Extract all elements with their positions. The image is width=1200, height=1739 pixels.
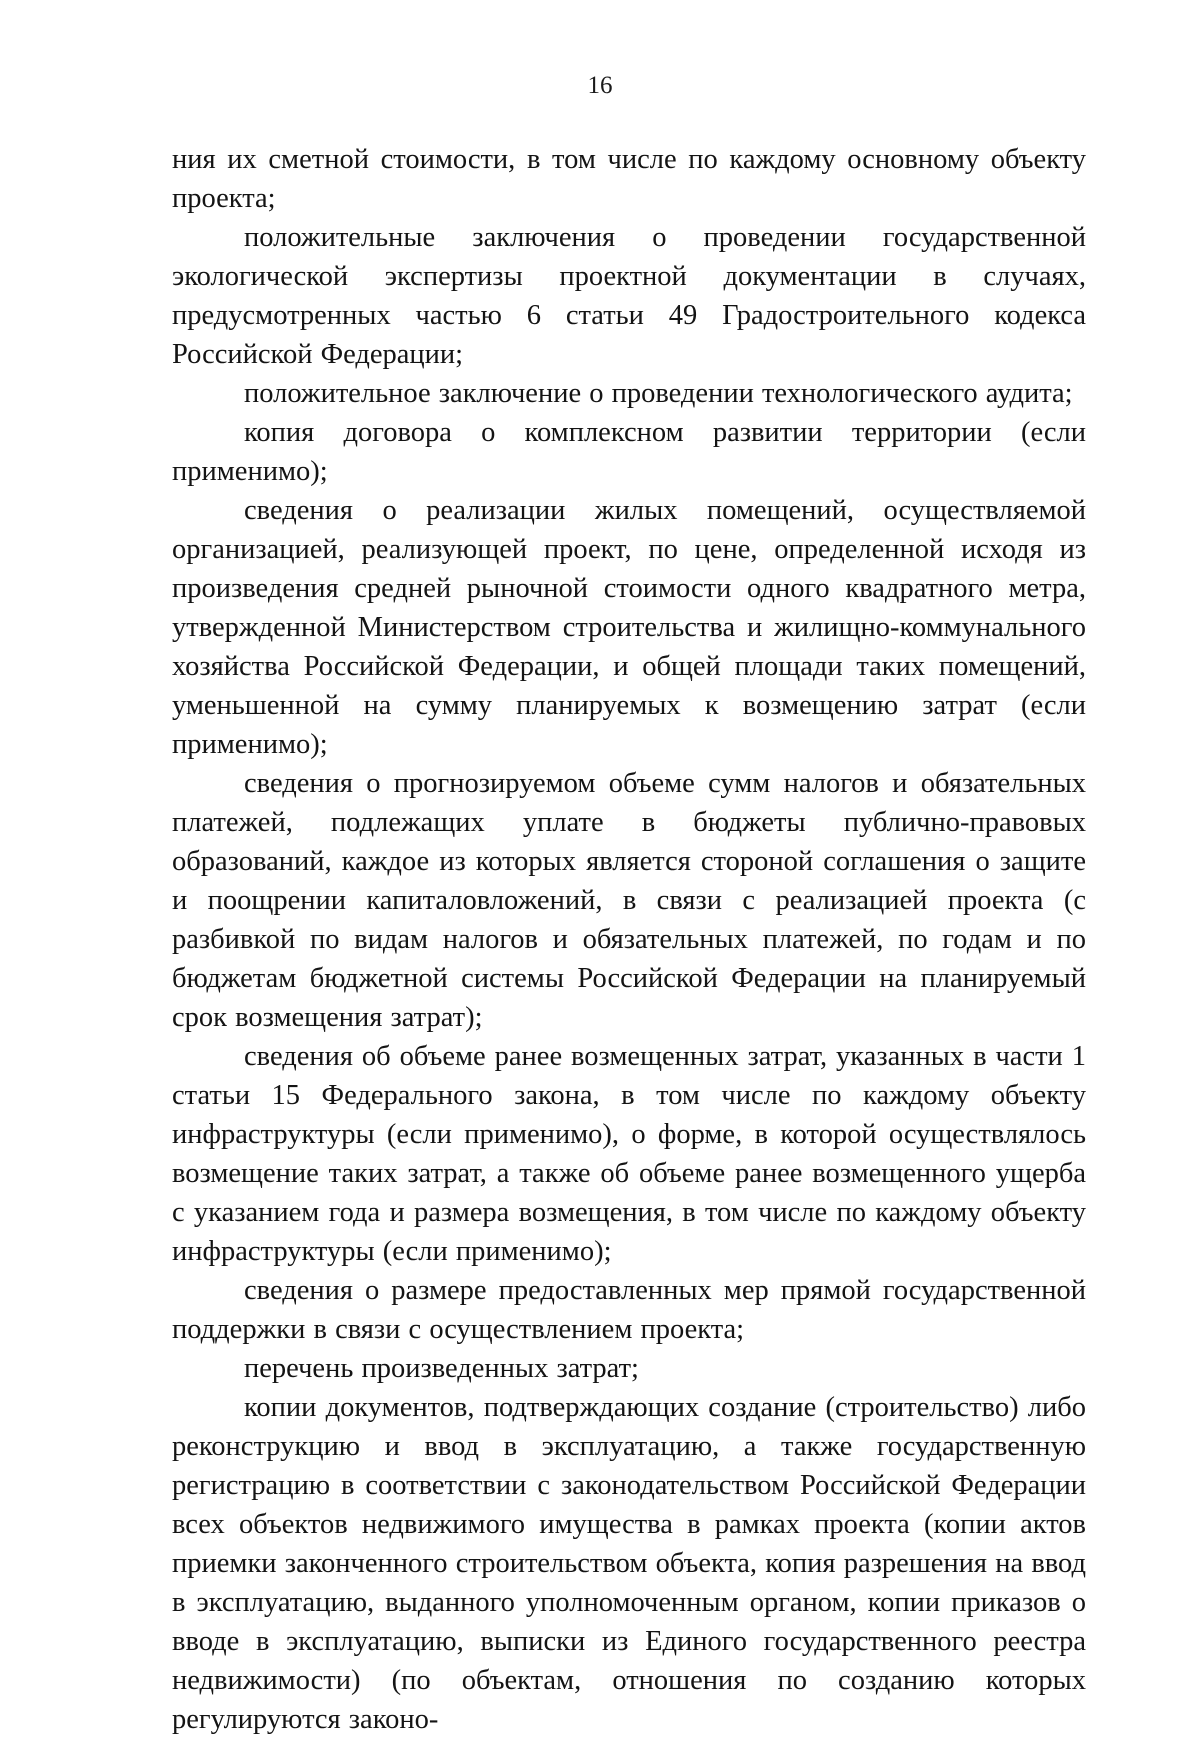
paragraph-costs-list: перечень произведенных затрат; <box>244 1353 639 1384</box>
paragraph-previously-reimbursed-costs: сведения об объеме ранее возмещенных затрат, указанных в части 1 статьи 15 Федерального закона, в том числе по каждому объекту инфраструктуры (если применимо), о форме, в которой осуществлялось возмещение таких затрат, а также об объеме ранее возмещенного ущерба с указанием года и размера возмещения, в том числе по каждому объекту инфраструктуры (если применимо); <box>172 1041 1086 1267</box>
paragraph-state-support: сведения о размере предоставленных мер прямой государственной поддержки в связи с осуществлением проекта; <box>172 1275 1086 1345</box>
paragraph-forecast-taxes: сведения о прогнозируемом объеме сумм налогов и обязательных платежей, подлежащих уплате в бюджеты публично-правовых образований, каждое из которых является стороной соглашения о защите и поощрении капиталовложений, в связи с реализацией проекта (с разбивкой по видам налогов и обязательных платежей, по годам и по бюджетам бюджетной системы Российской Федерации на планируемый срок возмещения затрат); <box>172 768 1086 1033</box>
paragraph-environmental-expertise: положительные заключения о проведении государственной экологической экспертизы проектной документации в случаях, предусмотренных частью 6 статьи 49 Градостроительного кодекса Российской Федерации; <box>172 222 1086 370</box>
paragraph-residential-sales: сведения о реализации жилых помещений, осуществляемой организацией, реализующей проект, по цене, определенной исходя из произведения средней рыночной стоимости одного квадратного метра, утвержденной Министерством строительства и жилищно-коммунального хозяйства Российской Федерации, и общей площади таких помещений, уменьшенной на сумму планируемых к возмещению затрат (если применимо); <box>172 495 1086 760</box>
page-number: 16 <box>587 72 613 99</box>
paragraph-continuation: ния их сметной стоимости, в том числе по каждому основному объекту проекта; <box>172 144 1086 214</box>
paragraph-technological-audit: положительное заключение о проведении технологического аудита; <box>244 378 1073 409</box>
paragraph-territory-development-contract: копия договора о комплексном развитии территории (если применимо); <box>172 417 1086 487</box>
document-body <box>172 140 1086 1739</box>
paragraph-construction-documents: копии документов, подтверждающих создание (строительство) либо реконструкцию и ввод в эксплуатацию, а также государственную регистрацию в соответствии с законодательством Российской Федерации всех объектов недвижимого имущества в рамках проекта (копии актов приемки законченного строительством объекта, копия разрешения на ввод в эксплуатацию, выданного уполномоченным органом, копии приказов о вводе в эксплуатацию, выписки из Единого государственного реестра недвижимости) (по объектам, отношения по созданию которых регулируются законо- <box>172 1392 1086 1735</box>
